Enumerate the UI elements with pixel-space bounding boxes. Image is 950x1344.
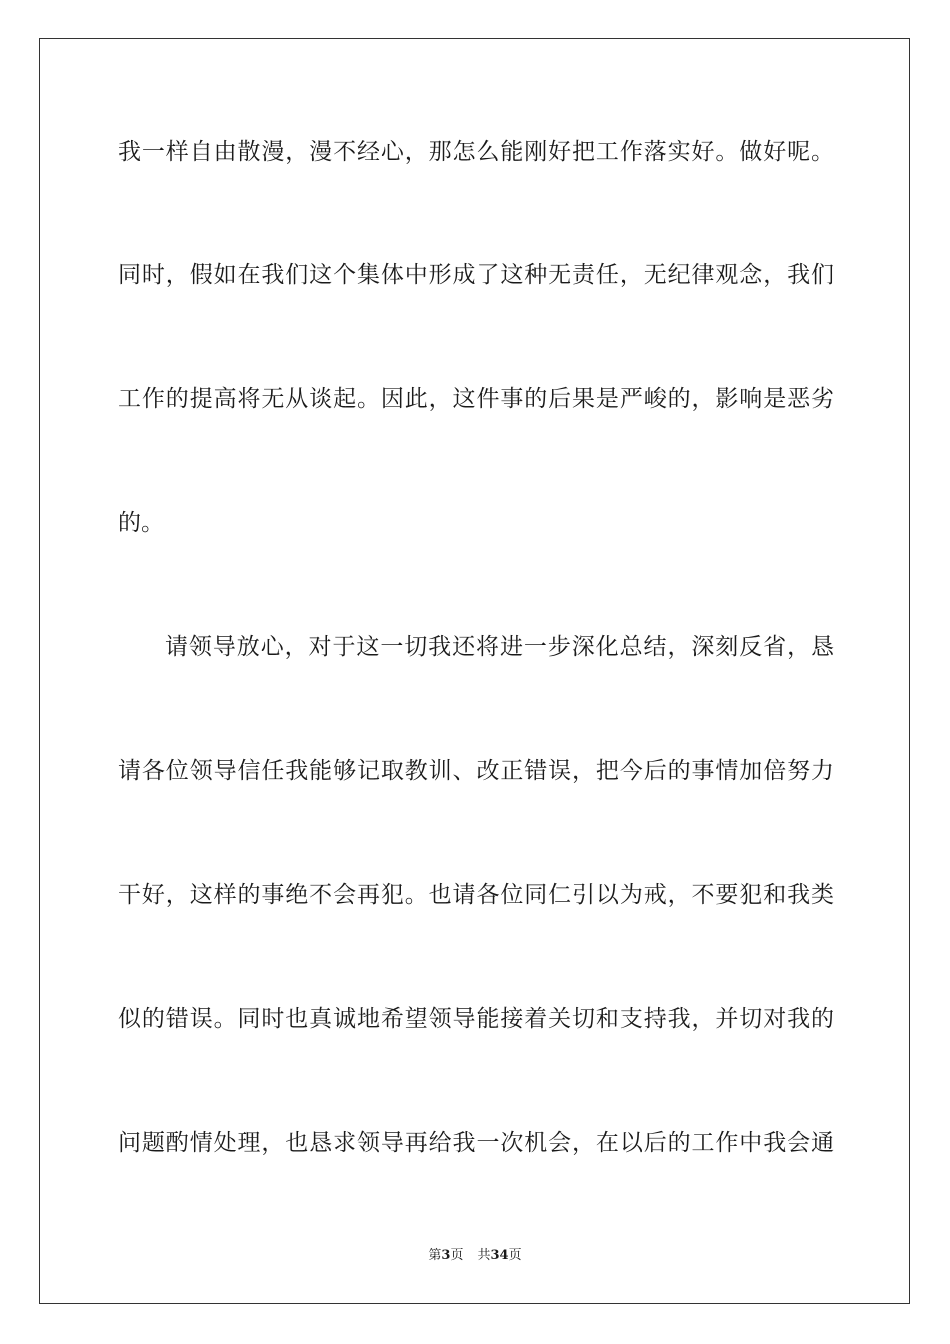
text-line-2: 同时，假如在我们这个集体中形成了这种无责任，无纪律观念，我们 xyxy=(118,262,834,288)
text-line-9: 问题酌情处理，也恳求领导再给我一次机会，在以后的工作中我会通 xyxy=(118,1130,834,1156)
text-line-5: 请领导放心，对于这一切我还将进一步深化总结，深刻反省，恳 xyxy=(165,634,834,660)
page-footer xyxy=(0,1248,950,1264)
text-line-6: 请各位领导信任我能够记取教训、改正错误，把今后的事情加倍努力 xyxy=(118,758,834,784)
text-line-4: 的。 xyxy=(118,510,164,536)
page-border xyxy=(39,38,910,1304)
text-line-3: 工作的提高将无从谈起。因此，这件事的后果是严峻的，影响是恶劣 xyxy=(118,386,834,412)
text-line-7: 干好，这样的事绝不会再犯。也请各位同仁引以为戒，不要犯和我类 xyxy=(118,882,834,908)
total-pages: 34 xyxy=(490,1248,509,1263)
text-line-8: 似的错误。同时也真诚地希望领导能接着关切和支持我，并切对我的 xyxy=(118,1006,834,1032)
page-prefix: 第 xyxy=(428,1248,442,1263)
page-number: 3 xyxy=(441,1248,451,1263)
text-line-1: 我一样自由散漫，漫不经心，那怎么能刚好把工作落实好。做好呢。 xyxy=(118,139,834,165)
total-prefix: 共 xyxy=(477,1248,491,1263)
page-suffix: 页 xyxy=(450,1248,464,1263)
total-suffix: 页 xyxy=(508,1248,522,1263)
